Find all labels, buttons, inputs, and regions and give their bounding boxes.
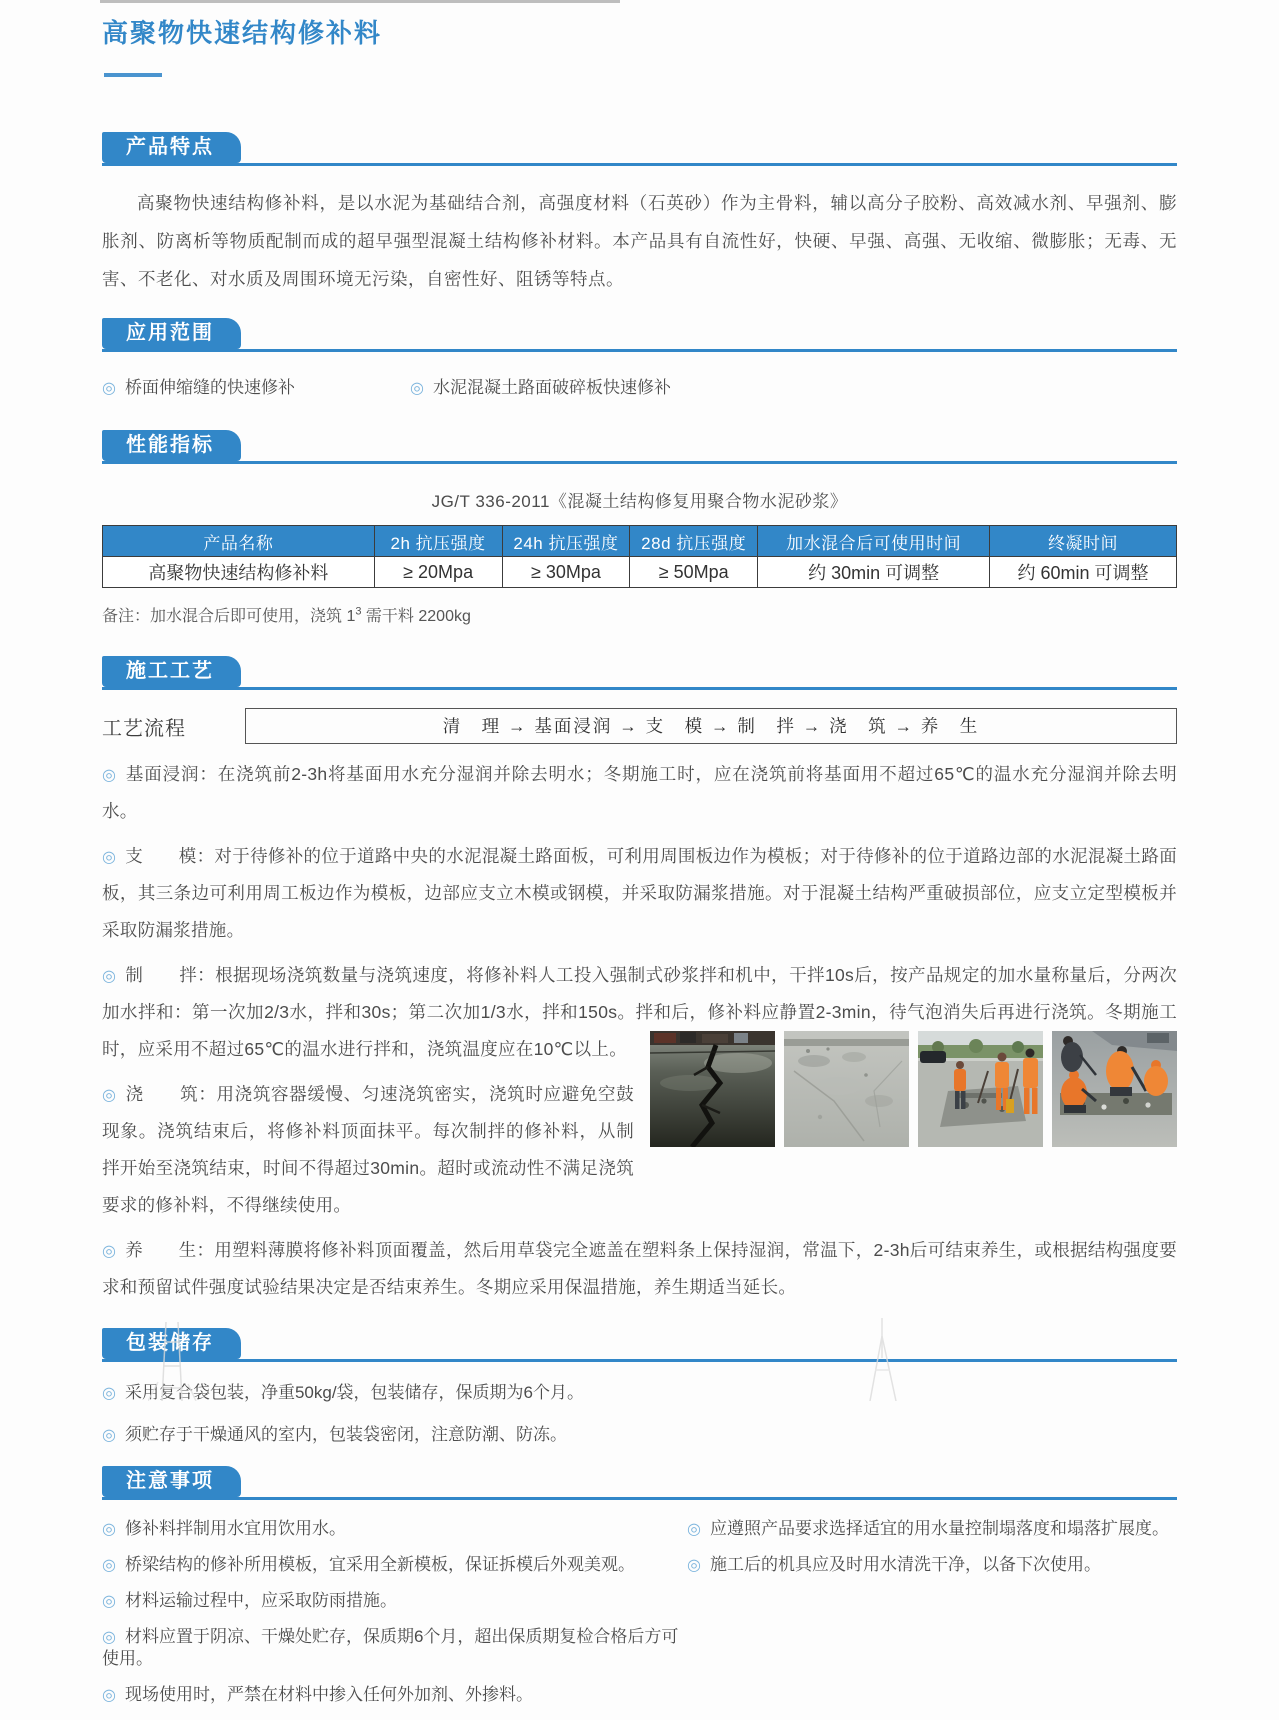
application-item-label: 水泥混凝土路面破碎板快速修补	[432, 378, 671, 397]
table-cell: 约 60min 可调整	[990, 557, 1177, 588]
precaution-columns	[102, 1518, 1177, 1720]
table-cell: ≥ 20Mpa	[374, 557, 502, 588]
ring-bullet-icon: ◎	[102, 1519, 116, 1538]
flow-diagram: 清 理 → 基面浸润 → 支 模 → 制 拌 → 浇 筑 → 养 生	[245, 708, 1177, 744]
table-cell: 高聚物快速结构修补料	[103, 557, 375, 588]
page-title: 高聚物快速结构修补料	[102, 18, 383, 48]
precaution-column-right	[687, 1518, 1177, 1720]
ring-bullet-icon: ◎	[102, 765, 117, 784]
road-repair-workers-photo	[918, 1031, 1043, 1147]
table-cell: 约 30min 可调整	[758, 557, 990, 588]
table-cell: ≥ 30Mpa	[502, 557, 630, 588]
ring-bullet-icon: ◎	[102, 1241, 117, 1260]
process-steps	[102, 756, 1177, 1306]
precaution-item	[102, 1554, 687, 1576]
ring-bullet-icon: ◎	[687, 1519, 701, 1538]
damaged-concrete-surface-photo	[784, 1031, 909, 1147]
process-step	[102, 1232, 1177, 1306]
application-item	[410, 373, 671, 398]
flow-label: 工艺流程	[102, 717, 186, 740]
ring-bullet-icon: ◎	[102, 1425, 116, 1444]
section-header-performance	[102, 430, 1177, 464]
section-header-applications	[102, 318, 1177, 352]
application-item	[102, 373, 410, 398]
faint-sketch-watermark	[858, 1318, 908, 1401]
ring-bullet-icon: ◎	[102, 1555, 116, 1574]
concrete-pouring-workers-photo	[1052, 1031, 1177, 1147]
process-step-text: 养 生：用塑料薄膜将修补料顶面覆盖，然后用草袋完全遮盖在塑料条上保持湿润，常温下，2-3h后可结束养生，或根据结构强度要求和预留试件强度试验结果决定是否结束养生。冬期应采用保温措施，养生期适当延长。	[102, 1240, 1177, 1297]
process-step-text: 支 模：对于待修补的位于道路中央的水泥混凝土路面板，可利用周围板边作为模板；对于待修补的位于道路边部的水泥混凝土路面板，其三条边可利用周工板边作为模板，边部应支立木模或钢模，并采取防漏浆措施。对于混凝土结构严重破损部位，应支立定型模板并采取防漏浆措施。	[102, 846, 1177, 940]
faint-sketch-watermark	[148, 1322, 218, 1401]
precaution-item	[687, 1554, 1177, 1576]
ring-bullet-icon: ◎	[102, 1383, 116, 1402]
precaution-item	[102, 1626, 687, 1670]
ring-bullet-icon: ◎	[687, 1555, 701, 1574]
section-header-process	[102, 656, 1177, 690]
features-paragraph: 高聚物快速结构修补料，是以水泥为基础结合剂，高强度材料（石英砂）作为主骨料，辅以高分子胶粉、高效减水剂、早强剂、膨胀剂、防离析等物质配制而成的超早强型混凝土结构修补材料。本产品具有自流性好，快硬、早强、高强、无收缩、微膨胀；无毒、无害、不老化、对水质及周围环境无污染，自密性好、阻锈等特点。	[102, 193, 1177, 289]
process-step-text: 浇 筑：用浇筑容器缓慢、匀速浇筑密实，浇筑时应避免空鼓现象。浇筑结束后，将修补料顶面抹平。每次制拌的修补料，从制拌开始至浇筑结束，时间不得超过30min。超时或流动性不满足浇筑要求的修补料，不得继续使用。	[102, 1084, 634, 1215]
packaging-item-text: 采用复合袋包装，净重50kg/袋，包装储存，保质期为6个月。	[124, 1383, 585, 1402]
table-note-text: 备注：加水混合后即可使用，浇筑 1	[102, 608, 356, 625]
precaution-column-left	[102, 1518, 687, 1720]
col-header: 2h 抗压强度	[374, 526, 502, 557]
precaution-item-text: 修补料拌制用水宜用饮用水。	[124, 1519, 346, 1538]
precaution-item-text: 应遵照产品要求选择适宜的用水量控制塌落度和塌落扩展度。	[709, 1519, 1169, 1538]
application-item-label: 桥面伸缩缝的快速修补	[124, 378, 295, 397]
ring-bullet-icon: ◎	[102, 1591, 116, 1610]
ring-bullet-icon: ◎	[102, 966, 117, 985]
table-cell: ≥ 50Mpa	[630, 557, 758, 588]
process-flow-row	[102, 708, 1177, 744]
ring-bullet-icon: ◎	[102, 1085, 117, 1104]
section-badge-process: 施工工艺	[102, 656, 241, 687]
packaging-item	[102, 1420, 1177, 1450]
section-header-packaging	[102, 1328, 1177, 1362]
precaution-item-text: 施工后的机具应及时用水清洗干净，以备下次使用。	[709, 1555, 1101, 1574]
process-step	[102, 756, 1177, 830]
ring-bullet-icon: ◎	[102, 1685, 116, 1704]
table-header-row	[103, 526, 1177, 557]
col-header: 加水混合后可使用时间	[758, 526, 990, 557]
section-badge-precautions: 注意事项	[102, 1466, 241, 1497]
precaution-item-text: 材料应置于阴凉、干燥处贮存，保质期6个月，超出保质期复检合格后方可使用。	[102, 1627, 679, 1668]
precaution-item-text: 现场使用时，严禁在材料中掺入任何外加剂、外掺料。	[124, 1685, 533, 1704]
packaging-list	[102, 1378, 1177, 1450]
application-list	[102, 373, 1177, 398]
process-step	[102, 838, 1177, 949]
section-badge-applications: 应用范围	[102, 318, 241, 349]
col-header: 28d 抗压强度	[630, 526, 758, 557]
ring-bullet-icon: ◎	[410, 378, 424, 397]
precaution-item	[687, 1518, 1177, 1540]
precaution-item-text: 桥梁结构的修补所用模板，宜采用全新模板，保证拆模后外观美观。	[124, 1555, 635, 1574]
precaution-item	[102, 1590, 687, 1612]
section-header-features	[102, 132, 1177, 166]
table-note-superscript: 3	[355, 605, 362, 618]
col-header: 终凝时间	[990, 526, 1177, 557]
title-underline	[104, 73, 162, 77]
packaging-item	[102, 1378, 1177, 1408]
section-badge-packaging: 包装储存	[102, 1328, 241, 1359]
process-step-text: 制 拌：根据现场浇筑数量与浇筑速度，将修补料人工投入强制式砂浆拌和机中，干拌10s后，按产品规定的加水量称量后，分两次加水拌和：第一次加2/3水，拌和30s；第二次加1/3水，拌和150s。拌和后，修补料应静置2-3min，待气泡消失后再进行浇筑。冬期施工时，应采用不超过65℃的温水进行拌和，浇筑温度应在10℃以上。	[102, 965, 1177, 1059]
ring-bullet-icon: ◎	[102, 847, 117, 866]
site-photo-strip	[650, 1031, 1177, 1147]
ring-bullet-icon: ◎	[102, 378, 116, 397]
table-note	[102, 603, 1177, 626]
performance-table	[102, 525, 1177, 588]
process-step-text: 基面浸润：在浇筑前2-3h将基面用水充分湿润并除去明水；冬期施工时，应在浇筑前将基面用不超过65℃的温水充分湿润并除去明水。	[102, 764, 1178, 821]
section-badge-features: 产品特点	[102, 132, 241, 163]
section-badge-performance: 性能指标	[102, 430, 241, 461]
precaution-item	[102, 1518, 687, 1540]
precaution-item-text: 材料运输过程中，应采取防雨措施。	[124, 1591, 397, 1610]
col-header: 24h 抗压强度	[502, 526, 630, 557]
cracked-dark-pavement-photo	[650, 1031, 775, 1147]
table-row	[103, 557, 1177, 588]
col-header: 产品名称	[103, 526, 375, 557]
standard-caption: JG/T 336-2011《混凝土结构修复用聚合物水泥砂浆》	[431, 492, 848, 511]
table-note-text: 需干料 2200kg	[361, 608, 471, 625]
precaution-item	[102, 1684, 687, 1706]
packaging-item-text: 须贮存于干燥通风的室内，包装袋密闭，注意防潮、防冻。	[124, 1425, 567, 1444]
section-header-precautions	[102, 1466, 1177, 1500]
ring-bullet-icon: ◎	[102, 1627, 116, 1646]
